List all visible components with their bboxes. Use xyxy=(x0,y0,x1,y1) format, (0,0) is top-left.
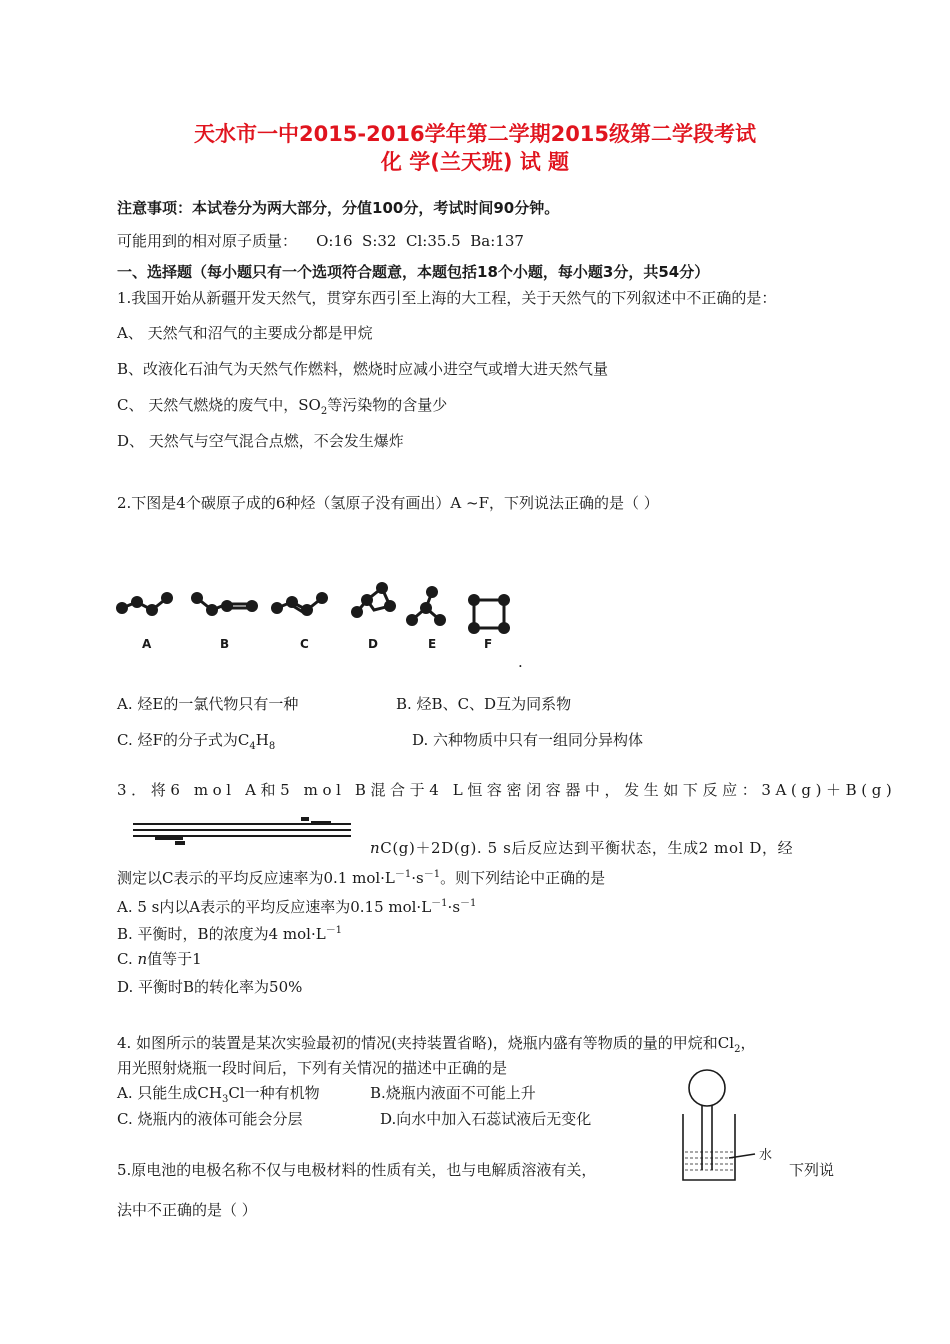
exam-title: 天水市一中2015-2016学年第二学期2015级第二学段考试 xyxy=(193,122,757,146)
q3-stem-line3-text: 测定以C表示的平均反应速率为0.1 mol·L xyxy=(117,869,395,887)
q3-stem-line1: 3．将6 mol A和5 mol B混合于4 L恒容密闭容器中，发生如下反应：3A(g)＋B(g) xyxy=(117,781,897,799)
q4-option-a-sub: 3 xyxy=(221,1094,229,1105)
q2-option-a: A. 烃E的一氯代物只有一种 xyxy=(117,695,299,713)
q3-option-c-text: C. xyxy=(117,950,138,968)
q1-option-c-text: C、 天然气燃烧的废气中，SO xyxy=(117,396,321,414)
q3-stem-line3 xyxy=(117,865,605,888)
q3-stem-line2 xyxy=(370,838,793,858)
q3-option-a-text: A. 5 s内以A表示的平均反应速率为0.15 mol·L xyxy=(117,898,432,916)
q3-stem-sup1: －1 xyxy=(394,869,412,880)
q3-option-c xyxy=(117,949,202,969)
q3-stem-line3-tail: 。则下列结论中正确的是 xyxy=(440,869,606,887)
q1-option-b: B、改液化石油气为天然气作燃料，燃烧时应减小进空气或增大进天然气量 xyxy=(117,360,609,378)
notice: 注意事项：本试卷分为两大部分，分值100分，考试时间90分钟。 xyxy=(117,199,560,217)
q5-stem-tail: 下列说 xyxy=(789,1161,835,1179)
label-f: F xyxy=(484,637,493,651)
q2-option-c xyxy=(117,730,275,757)
q3-option-a-sup2: －1 xyxy=(460,898,477,909)
label-e: E xyxy=(428,637,437,651)
q3-option-d: D. 平衡时B的转化率为50% xyxy=(117,978,303,996)
atomic-masses: 可能用到的相对原子质量： O:16 S:32 Cl:35.5 Ba:137 xyxy=(117,232,524,250)
hydrocarbon-structures-figure xyxy=(112,580,532,660)
q4-stem-comma: ， xyxy=(740,1034,756,1052)
label-d: D xyxy=(368,637,378,651)
flask-bulb xyxy=(689,1070,725,1106)
water-label: 水 xyxy=(759,1148,773,1163)
q4-stem-line1 xyxy=(117,1033,755,1060)
q5-stem-line1: 5.原电池的电极名称不仅与电极材料的性质有关，也与电解质溶液有关， xyxy=(117,1161,597,1179)
label-c: C xyxy=(300,637,309,651)
q3-stem-line2-text: C(g)＋2D(g). 5 s后反应达到平衡状态，生成2 mol D，经 xyxy=(380,839,794,857)
q4-stem-sub: 2 xyxy=(734,1044,741,1055)
molecule-c-bonds xyxy=(277,598,322,610)
q4-option-b: B.烧瓶内液面不可能上升 xyxy=(370,1084,536,1102)
q4-option-c: C. 烧瓶内的液体可能会分层 xyxy=(117,1110,303,1128)
q2-option-c-text: C. 烃F的分子式为C xyxy=(117,731,250,749)
q1-stem: 1.我国开始从新疆开发天然气，贯穿东西引至上海的大工程，关于天然气的下列叙述中不正确的是： xyxy=(117,289,777,307)
q1-option-c-sub: 2 xyxy=(320,406,328,417)
q4-stem-text: 4. 如图所示的装置是某次实验最初的情况(夹持装置省略)，烧瓶内盛有等物质的量的甲烷和Cl xyxy=(117,1034,735,1052)
q4-option-a-tail: Cl一种有机物 xyxy=(228,1084,320,1102)
q1-option-a: A、 天然气和沼气的主要成分都是甲烷 xyxy=(117,324,373,342)
molecule-f-bonds xyxy=(474,600,504,628)
q2-option-c-sub2: 8 xyxy=(268,741,276,752)
q2-option-c-h: H xyxy=(255,731,269,749)
figure-dot: . xyxy=(518,653,523,671)
q5-stem-line2: 法中不正确的是（ ） xyxy=(117,1201,257,1219)
q4-option-d: D.向水中加入石蕊试液后无变化 xyxy=(380,1110,592,1128)
q1-option-c xyxy=(117,395,447,422)
q3-stem-sup2: －1 xyxy=(423,869,441,880)
q1-option-d: D、 天然气与空气混合点燃，不会发生爆炸 xyxy=(117,432,404,450)
q4-stem-line2: 用光照射烧瓶一段时间后，下列有关情况的描述中正确的是 xyxy=(117,1059,508,1077)
q3-stem-line3-mid: ·s xyxy=(411,869,424,887)
q3-option-c-n: n xyxy=(137,950,148,968)
q3-option-a-mid: ·s xyxy=(447,898,461,916)
molecule-a-bonds xyxy=(122,598,167,610)
q3-option-b-sup: －1 xyxy=(325,925,343,936)
label-b: B xyxy=(220,637,230,651)
q3-option-b xyxy=(117,921,342,944)
exam-subtitle: 化 学(兰天班) 试 题 xyxy=(380,150,570,174)
q1-option-c-text2: 等污染物的含量少 xyxy=(327,396,448,414)
q4-option-a-text: A. 只能生成CH xyxy=(117,1084,222,1102)
q2-stem: 2.下图是4个碳原子成的6种烃（氢原子没有画出）A ~F，下列说法正确的是（ ） xyxy=(117,494,659,512)
flask-beaker-apparatus xyxy=(677,1066,787,1186)
label-a: A xyxy=(142,637,152,651)
q3-option-a xyxy=(117,894,476,917)
q3-option-c-tail: 值等于1 xyxy=(147,950,202,968)
q4-option-a xyxy=(117,1083,320,1110)
reversible-arrows xyxy=(133,814,353,850)
q3-option-a-sup1: －1 xyxy=(431,898,448,909)
q3-n-symbol: n xyxy=(370,839,381,857)
q3-option-b-text: B. 平衡时，B的浓度为4 mol·L xyxy=(117,925,326,943)
q2-option-d: D. 六种物质中只有一组同分异构体 xyxy=(412,731,644,749)
q2-option-c-sub1: 4 xyxy=(249,741,256,752)
q2-option-b: B. 烃B、C、D互为同系物 xyxy=(396,695,572,713)
section-heading: 一、选择题（每小题只有一个选项符合题意，本题包括18个小题，每小题3分，共54分） xyxy=(117,263,710,281)
